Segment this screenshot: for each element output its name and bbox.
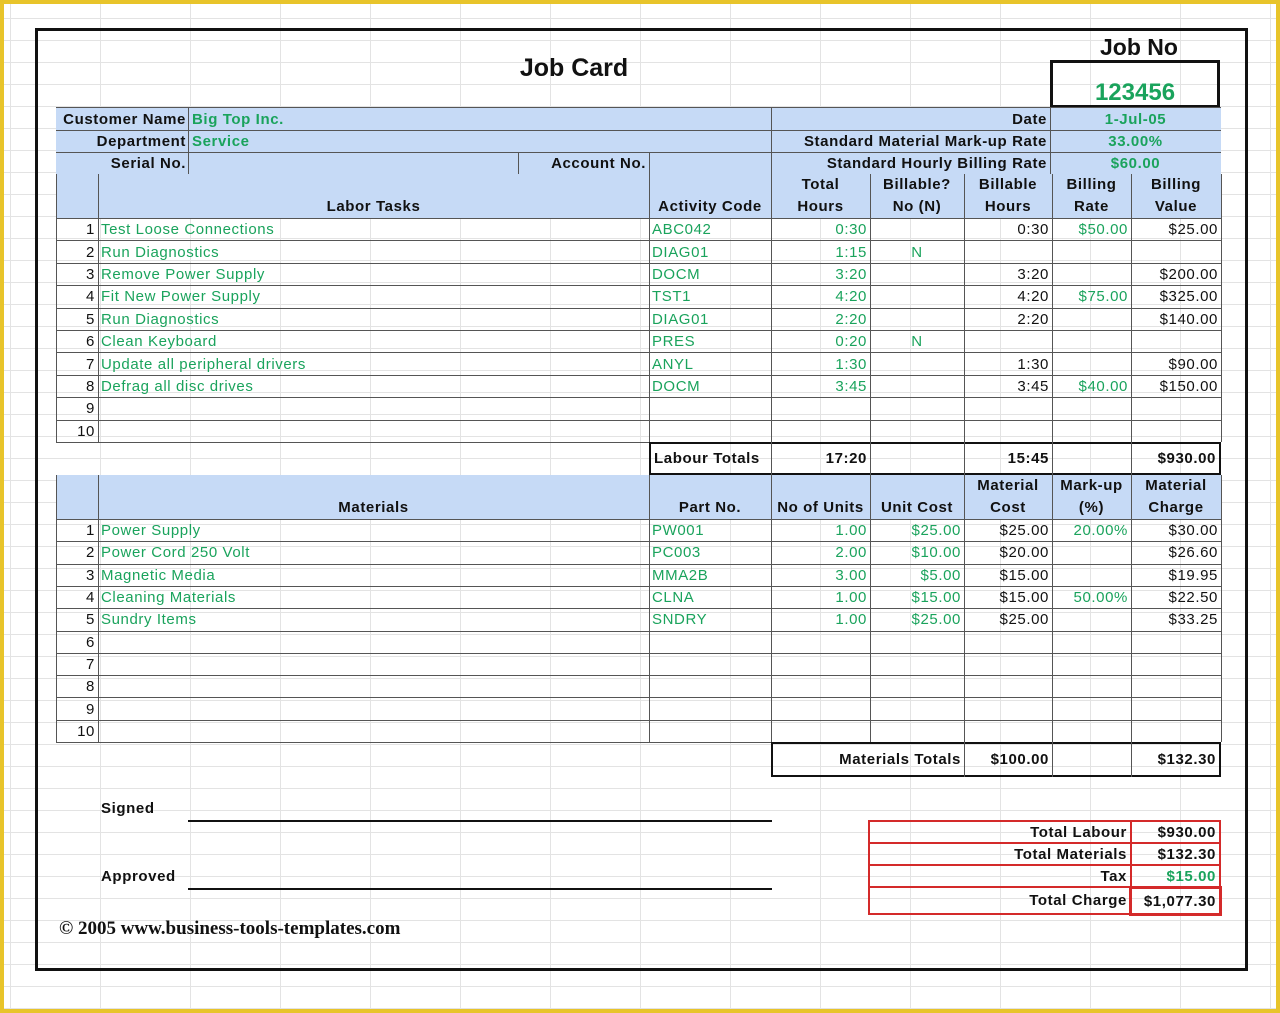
labor-task-cell[interactable]: Defrag all disc drives xyxy=(101,377,254,395)
activity-code-header: Activity Code xyxy=(658,198,762,215)
markup-percent-cell[interactable]: 50.00% xyxy=(1073,589,1128,607)
unit-cost-cell[interactable]: $10.00 xyxy=(911,544,961,562)
billing-rate-cell[interactable] xyxy=(1052,353,1131,374)
total-hours-cell[interactable]: 0:30 xyxy=(835,221,867,239)
billable-flag-cell[interactable] xyxy=(870,264,964,285)
unit-cost-cell[interactable]: $25.00 xyxy=(911,522,961,540)
materials-vline xyxy=(1221,475,1222,742)
row-number: 4 xyxy=(86,589,95,607)
materials-hline xyxy=(56,720,1221,721)
markup-percent-cell[interactable] xyxy=(1052,565,1131,586)
material-item-cell[interactable] xyxy=(98,698,649,719)
billable-hours-cell: 0:30 xyxy=(1017,221,1049,239)
labor-task-cell[interactable]: Fit New Power Supply xyxy=(101,288,261,306)
department-field[interactable]: Service xyxy=(192,132,250,150)
billable-hours-cell: 1:30 xyxy=(1017,355,1049,373)
materials-hline xyxy=(56,697,1221,698)
labor-task-cell[interactable]: Run Diagnostics xyxy=(101,243,220,261)
billable-flag-cell[interactable] xyxy=(870,398,964,419)
labor-vline xyxy=(98,174,99,442)
billable-hours-cell: 2:20 xyxy=(1017,310,1049,328)
material-item-cell[interactable]: Power Cord 250 Volt xyxy=(101,544,250,562)
account-no-label: Account No. xyxy=(551,154,646,172)
activity-code-cell[interactable]: DOCM xyxy=(652,377,701,395)
billing-value-cell: $90.00 xyxy=(1168,355,1218,373)
labor-vline xyxy=(1221,174,1222,442)
material-charge-cell: $30.00 xyxy=(1168,522,1218,540)
row-number: 9 xyxy=(86,700,95,718)
materials-vline xyxy=(649,475,650,742)
row-number: 7 xyxy=(86,355,95,373)
material-item-cell[interactable] xyxy=(98,654,649,675)
markup-percent-cell[interactable] xyxy=(1052,698,1131,719)
no-of-units-header: No of Units xyxy=(777,499,864,516)
total-hours-cell[interactable] xyxy=(771,398,870,419)
materials-hline xyxy=(56,653,1221,654)
no-of-units-cell[interactable] xyxy=(771,721,870,742)
part-no-cell[interactable] xyxy=(649,721,771,742)
total-materials-label: Total Materials xyxy=(1014,845,1127,863)
customer-name-label: Customer Name xyxy=(63,110,186,128)
billing-rate-cell[interactable] xyxy=(1052,421,1131,442)
account-no-field[interactable] xyxy=(649,152,771,174)
total-hours-cell[interactable]: 3:20 xyxy=(835,265,867,283)
part-no-header: Part No. xyxy=(678,499,742,516)
labor-vline xyxy=(964,174,965,442)
material-cost-cell: $25.00 xyxy=(999,611,1049,629)
materials-vline xyxy=(98,475,99,742)
part-no-cell[interactable] xyxy=(649,676,771,697)
labor-task-cell[interactable]: Remove Power Supply xyxy=(101,265,265,283)
materials-vline xyxy=(870,475,871,742)
total-charge-value: $1,077.30 xyxy=(1143,892,1216,910)
no-of-units-cell[interactable]: 1.00 xyxy=(835,589,867,607)
row-number: 3 xyxy=(86,265,95,283)
unit-cost-cell[interactable] xyxy=(870,654,964,675)
labor-vline xyxy=(771,174,772,442)
billable-flag-cell[interactable]: N xyxy=(911,243,923,261)
billing-rate-cell[interactable]: $40.00 xyxy=(1078,377,1128,395)
billable-hours-cell: 3:20 xyxy=(1017,265,1049,283)
hourly-rate-label: Standard Hourly Billing Rate xyxy=(826,154,1047,172)
unit-cost-cell[interactable]: $25.00 xyxy=(911,611,961,629)
materials-hline xyxy=(56,564,1221,565)
part-no-cell[interactable]: PC003 xyxy=(652,544,701,562)
row-number: 10 xyxy=(77,722,95,740)
billing-value-header: Billing Value xyxy=(1150,176,1202,215)
labor-task-cell[interactable]: Run Diagnostics xyxy=(101,310,220,328)
material-charge-cell: $22.50 xyxy=(1168,589,1218,607)
labor-hline xyxy=(56,397,1221,398)
material-charge-cell xyxy=(1131,632,1221,653)
row-number: 2 xyxy=(86,243,95,261)
material-cost-cell: $25.00 xyxy=(999,522,1049,540)
markup-percent-cell[interactable] xyxy=(1052,632,1131,653)
labor-vline xyxy=(1131,174,1132,442)
no-of-units-cell[interactable] xyxy=(771,632,870,653)
total-materials-value: $132.30 xyxy=(1157,845,1216,863)
billable-hours-header: Billable Hours xyxy=(978,176,1038,215)
markup-percent-cell[interactable] xyxy=(1052,609,1131,630)
unit-cost-cell[interactable]: $15.00 xyxy=(911,589,961,607)
material-charge-cell xyxy=(1131,721,1221,742)
billing-value-cell xyxy=(1131,241,1221,262)
row-number: 5 xyxy=(86,310,95,328)
labour-totals-value: $930.00 xyxy=(1157,450,1216,467)
labor-vline xyxy=(56,174,57,442)
total-hours-cell[interactable]: 4:20 xyxy=(835,288,867,306)
materials-hline xyxy=(56,608,1221,609)
job-no-label: Job No xyxy=(1100,34,1178,60)
labor-vline xyxy=(649,174,650,442)
serial-no-label: Serial No. xyxy=(110,154,186,172)
markup-percent-cell[interactable] xyxy=(1052,721,1131,742)
material-item-cell[interactable] xyxy=(98,676,649,697)
activity-code-cell[interactable]: ANYL xyxy=(652,355,694,373)
billing-rate-header: Billing Rate xyxy=(1066,176,1117,215)
job-no-value[interactable]: 123456 xyxy=(1050,60,1220,108)
labor-hline xyxy=(56,352,1221,353)
billing-rate-cell[interactable] xyxy=(1052,309,1131,330)
labor-hline xyxy=(56,330,1221,331)
activity-code-cell[interactable]: DOCM xyxy=(652,265,701,283)
total-hours-cell[interactable]: 1:30 xyxy=(835,355,867,373)
material-charge-cell: $26.60 xyxy=(1168,544,1218,562)
total-hours-cell[interactable]: 3:45 xyxy=(835,377,867,395)
page-title: Job Card xyxy=(519,54,629,82)
signed-label: Signed xyxy=(101,799,155,817)
unit-cost-header: Unit Cost xyxy=(880,499,954,516)
material-item-cell[interactable]: Magnetic Media xyxy=(101,566,216,584)
approved-label: Approved xyxy=(101,867,176,885)
labor-vline xyxy=(1052,174,1053,442)
material-item-cell[interactable] xyxy=(98,632,649,653)
billing-value-cell xyxy=(1131,421,1221,442)
row-number: 1 xyxy=(86,522,95,540)
labour-totals-hours: 17:20 xyxy=(825,450,867,467)
markup-percent-cell[interactable] xyxy=(1052,676,1131,697)
materials-hline xyxy=(56,519,1221,520)
billing-value-cell: $150.00 xyxy=(1159,377,1218,395)
customer-name-field[interactable]: Big Top Inc. xyxy=(192,110,284,128)
labor-hline xyxy=(56,420,1221,421)
labor-task-cell[interactable] xyxy=(98,398,649,419)
material-cost-cell xyxy=(964,654,1052,675)
part-no-cell[interactable]: SNDRY xyxy=(652,611,708,629)
billing-rate-cell[interactable]: $50.00 xyxy=(1078,221,1128,239)
billing-rate-cell[interactable]: $75.00 xyxy=(1078,288,1128,306)
markup-percent-cell[interactable] xyxy=(1052,542,1131,563)
labor-task-cell[interactable]: Update all peripheral drivers xyxy=(101,355,306,373)
unit-cost-cell[interactable] xyxy=(870,698,964,719)
labor-hline xyxy=(56,240,1221,241)
materials-hline xyxy=(56,675,1221,676)
billable-flag-cell[interactable]: N xyxy=(911,333,923,351)
labor-hline xyxy=(56,375,1221,376)
billable-flag-cell[interactable] xyxy=(870,353,964,374)
part-no-cell[interactable] xyxy=(649,698,771,719)
row-number: 5 xyxy=(86,611,95,629)
billing-value-cell: $25.00 xyxy=(1168,221,1218,239)
material-cost-cell xyxy=(964,721,1052,742)
billable-flag-cell[interactable] xyxy=(870,309,964,330)
total-labour-label: Total Labour xyxy=(1030,823,1127,841)
signed-line[interactable] xyxy=(188,820,772,822)
material-charge-cell xyxy=(1131,698,1221,719)
billable-flag-cell[interactable] xyxy=(870,286,964,307)
approved-line[interactable] xyxy=(188,888,772,890)
no-of-units-cell[interactable]: 3.00 xyxy=(835,566,867,584)
materials-hline xyxy=(56,541,1221,542)
unit-cost-cell[interactable] xyxy=(870,721,964,742)
labor-hline xyxy=(56,263,1221,264)
labor-tasks-header: Labor Tasks xyxy=(326,198,421,215)
labor-task-cell[interactable]: Clean Keyboard xyxy=(101,333,217,351)
material-charge-cell xyxy=(1131,654,1221,675)
labor-hline xyxy=(56,285,1221,286)
row-number: 8 xyxy=(86,377,95,395)
billing-value-cell: $140.00 xyxy=(1159,310,1218,328)
row-number: 7 xyxy=(86,655,95,673)
material-charge-cell: $19.95 xyxy=(1168,566,1218,584)
part-no-cell[interactable]: PW001 xyxy=(652,522,705,540)
material-charge-cell xyxy=(1131,676,1221,697)
markup-percent-header: Mark-up (%) xyxy=(1060,477,1123,516)
markup-percent-cell[interactable] xyxy=(1052,654,1131,675)
materials-header: Materials xyxy=(338,499,409,516)
labour-totals-div-2 xyxy=(870,442,871,475)
labor-hline xyxy=(56,308,1221,309)
row-number: 2 xyxy=(86,544,95,562)
no-of-units-cell[interactable]: 2.00 xyxy=(835,544,867,562)
row-number: 3 xyxy=(86,566,95,584)
billable-flag-cell[interactable] xyxy=(870,376,964,397)
markup-percent-cell[interactable]: 20.00% xyxy=(1073,522,1128,540)
row-number: 6 xyxy=(86,333,95,351)
tax-field[interactable]: $15.00 xyxy=(1166,867,1216,885)
total-hours-header: Total Hours xyxy=(797,176,844,215)
spreadsheet-page xyxy=(4,4,1276,1009)
activity-code-cell[interactable] xyxy=(649,398,771,419)
material-charge-header: Material Charge xyxy=(1145,477,1207,516)
material-cost-cell: $20.00 xyxy=(999,544,1049,562)
copyright-footer: © 2005 www.business-tools-templates.com xyxy=(59,918,401,939)
material-cost-header: Material Cost xyxy=(977,477,1039,516)
row-number: 6 xyxy=(86,633,95,651)
labor-task-cell[interactable]: Test Loose Connections xyxy=(101,221,275,239)
activity-code-cell[interactable] xyxy=(649,421,771,442)
material-item-cell[interactable]: Power Supply xyxy=(101,522,201,540)
materials-hline xyxy=(56,631,1221,632)
total-labour-value: $930.00 xyxy=(1157,823,1216,841)
material-cost-cell xyxy=(964,698,1052,719)
labour-totals-label: Labour Totals xyxy=(654,450,760,467)
billing-value-cell: $325.00 xyxy=(1159,288,1218,306)
row-number: 1 xyxy=(86,221,95,239)
material-cost-cell: $15.00 xyxy=(999,589,1049,607)
tax-label: Tax xyxy=(1100,867,1127,885)
activity-code-cell[interactable]: PRES xyxy=(652,333,696,351)
unit-cost-cell[interactable]: $5.00 xyxy=(920,566,961,584)
part-no-cell[interactable]: CLNA xyxy=(652,589,695,607)
serial-no-field[interactable] xyxy=(189,152,518,174)
billable-flag-header: Billable? No (N) xyxy=(883,176,951,215)
total-charge-label: Total Charge xyxy=(1029,892,1127,909)
row-number: 4 xyxy=(86,288,95,306)
billing-value-cell xyxy=(1131,331,1221,352)
total-hours-cell[interactable]: 1:15 xyxy=(835,243,867,261)
materials-totals-charge: $132.30 xyxy=(1157,751,1216,768)
material-item-cell[interactable]: Sundry Items xyxy=(101,611,197,629)
materials-vline xyxy=(1052,475,1053,742)
labor-hline xyxy=(56,218,1221,219)
activity-code-cell[interactable]: TST1 xyxy=(652,288,692,306)
materials-hline xyxy=(56,586,1221,587)
date-field[interactable]: 1-Jul-05 xyxy=(1104,110,1167,128)
unit-cost-cell[interactable] xyxy=(870,632,964,653)
billing-rate-cell[interactable] xyxy=(1052,398,1131,419)
part-no-cell[interactable] xyxy=(649,654,771,675)
labor-vline xyxy=(870,174,871,442)
materials-vline xyxy=(1131,475,1132,742)
billing-value-cell: $200.00 xyxy=(1159,265,1218,283)
total-hours-cell[interactable] xyxy=(771,421,870,442)
billable-hours-cell xyxy=(964,331,1052,352)
no-of-units-cell[interactable] xyxy=(771,654,870,675)
material-cost-cell: $15.00 xyxy=(999,566,1049,584)
materials-totals-label: Materials Totals xyxy=(839,751,961,768)
labor-task-cell[interactable] xyxy=(98,421,649,442)
materials-vline xyxy=(771,475,772,742)
billable-hours-cell xyxy=(964,398,1052,419)
material-cost-cell xyxy=(964,676,1052,697)
part-no-cell[interactable]: MMA2B xyxy=(652,566,709,584)
materials-vline xyxy=(964,475,965,742)
total-hours-cell[interactable]: 0:20 xyxy=(835,333,867,351)
activity-code-cell[interactable]: DIAG01 xyxy=(652,243,709,261)
row-number: 8 xyxy=(86,678,95,696)
markup-rate-label: Standard Material Mark-up Rate xyxy=(803,132,1047,150)
billing-rate-cell[interactable] xyxy=(1052,264,1131,285)
materials-vline xyxy=(56,475,57,742)
billable-hours-cell: 3:45 xyxy=(1017,377,1049,395)
no-of-units-cell[interactable]: 1.00 xyxy=(835,611,867,629)
billable-flag-cell[interactable] xyxy=(870,219,964,240)
date-label: Date xyxy=(1012,110,1047,128)
part-no-cell[interactable] xyxy=(649,632,771,653)
billable-flag-cell[interactable] xyxy=(870,421,964,442)
activity-code-cell[interactable]: ABC042 xyxy=(652,221,712,239)
material-cost-cell xyxy=(964,632,1052,653)
no-of-units-cell[interactable] xyxy=(771,698,870,719)
billable-hours-cell: 4:20 xyxy=(1017,288,1049,306)
billable-hours-cell xyxy=(964,421,1052,442)
labour-totals-billable-hours: 15:45 xyxy=(1007,450,1049,467)
no-of-units-cell[interactable]: 1.00 xyxy=(835,522,867,540)
unit-cost-cell[interactable] xyxy=(870,676,964,697)
department-label: Department xyxy=(96,132,186,150)
billable-hours-cell xyxy=(964,241,1052,262)
row-number: 10 xyxy=(77,422,95,440)
materials-totals-cost: $100.00 xyxy=(990,751,1049,768)
billing-value-cell xyxy=(1131,398,1221,419)
materials-totals-div-2 xyxy=(1052,742,1053,777)
markup-rate-field[interactable]: 33.00% xyxy=(1108,132,1163,150)
billing-rate-cell[interactable] xyxy=(1052,241,1131,262)
total-hours-cell[interactable]: 2:20 xyxy=(835,310,867,328)
material-charge-cell: $33.25 xyxy=(1168,611,1218,629)
labour-totals-div-4 xyxy=(1052,442,1053,475)
activity-code-cell[interactable]: DIAG01 xyxy=(652,310,709,328)
billing-rate-cell[interactable] xyxy=(1052,331,1131,352)
material-item-cell[interactable]: Cleaning Materials xyxy=(101,589,237,607)
row-number: 9 xyxy=(86,400,95,418)
hourly-rate-field[interactable]: $60.00 xyxy=(1110,154,1161,172)
material-item-cell[interactable] xyxy=(98,721,649,742)
no-of-units-cell[interactable] xyxy=(771,676,870,697)
